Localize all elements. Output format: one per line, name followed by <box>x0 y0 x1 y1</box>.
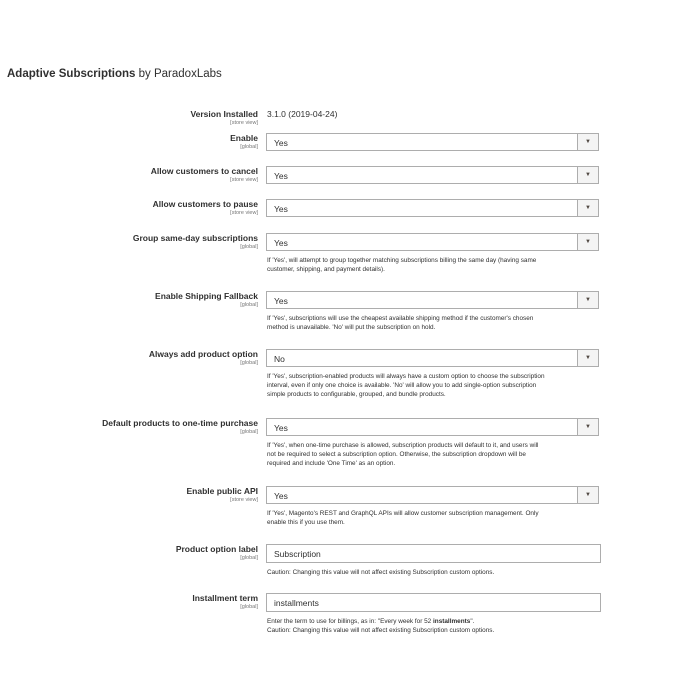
label-text: Always add product option <box>148 349 258 359</box>
field-label <box>187 486 258 504</box>
always-add-option-select[interactable] <box>266 349 599 367</box>
label-text: Group same-day subscriptions <box>132 233 258 243</box>
note-line: customer, shipping, and payment details). <box>267 266 385 273</box>
field-label <box>102 418 258 436</box>
enable-select[interactable] <box>266 133 599 151</box>
select-value: Yes <box>274 296 288 306</box>
select-value: Yes <box>274 491 288 501</box>
product-option-label-input[interactable] <box>266 544 601 563</box>
note-line: enable this if you use them. <box>267 519 345 526</box>
public-api-select[interactable] <box>266 486 599 504</box>
chevron-down-icon[interactable]: ▼ <box>577 234 598 250</box>
note-line: not be required to select a subscription option. Otherwise, the subscription dropdown will be <box>267 451 526 458</box>
input-value: Subscription <box>274 549 321 559</box>
note-line: If 'Yes', Magento's REST and GraphQL APIs will allow customer subscription management. Only <box>267 510 539 517</box>
chevron-down-icon[interactable]: ▼ <box>577 350 598 366</box>
label-text: Product option label <box>175 544 258 554</box>
select-value: Yes <box>274 238 288 248</box>
note-bold: installments <box>433 618 471 625</box>
note-line: Caution: Changing this value will not affect existing Subscription custom options. <box>267 627 495 634</box>
chevron-down-icon[interactable]: ▼ <box>577 419 598 435</box>
field-label <box>133 233 258 251</box>
input-value: installments <box>274 598 319 608</box>
allow-pause-select[interactable] <box>266 199 599 217</box>
scope-text: [global] <box>240 244 258 250</box>
section-title-by: by ParadoxLabs <box>138 68 222 80</box>
field-label <box>176 544 258 562</box>
note-line: simple products to configurable, grouped, and bundle products. <box>267 391 446 398</box>
field-label <box>149 349 258 367</box>
note-prefix: Enter the term to use for billings, as in: "Every week for 52 <box>267 618 434 625</box>
note-line: required and include 'One Time' as an option. <box>267 460 396 467</box>
field-note <box>267 441 607 468</box>
label-text: Default products to one-time purchase <box>102 418 258 428</box>
note-line: If 'Yes', subscriptions will use the cheapest available shipping method if the customer's chosen <box>267 315 534 322</box>
field-note <box>267 314 607 332</box>
chevron-down-icon[interactable]: ▼ <box>577 292 598 308</box>
field-note <box>267 256 607 274</box>
note-line <box>267 617 607 626</box>
scope-text: [global] <box>240 360 258 366</box>
allow-cancel-select[interactable] <box>266 166 599 184</box>
note-suffix: ". <box>470 618 475 625</box>
chevron-down-icon[interactable]: ▼ <box>577 134 598 150</box>
label-text: Allow customers to pause <box>152 199 258 209</box>
group-same-day-select[interactable] <box>266 233 599 251</box>
label-text: Enable public API <box>186 486 258 496</box>
select-value: No <box>274 354 285 364</box>
scope-text: [store view] <box>230 120 258 126</box>
select-value: Yes <box>274 171 288 181</box>
field-label <box>192 593 258 611</box>
field-label <box>155 291 258 309</box>
section-title-name: Adaptive Subscriptions <box>7 68 136 80</box>
version-value: 3.1.0 (2019-04-24) <box>267 109 338 119</box>
installment-term-input[interactable] <box>266 593 601 612</box>
label-text: Installment term <box>192 593 258 603</box>
select-value: Yes <box>274 204 288 214</box>
note-line: interval, even if only one choice is available. 'No' will allow you to add single-option subscription <box>267 382 537 389</box>
field-label <box>151 166 258 184</box>
section-title <box>7 68 222 80</box>
shipping-fallback-select[interactable] <box>266 291 599 309</box>
note-line: If 'Yes', when one-time purchase is allowed, subscription products will default to it, and users will <box>267 442 539 449</box>
label-text: Allow customers to cancel <box>150 166 258 176</box>
note-line: If 'Yes', subscription-enabled products will always have a custom option to choose the subscription <box>267 373 545 380</box>
field-note <box>267 509 607 527</box>
scope-text: [store view] <box>230 177 258 183</box>
scope-text: [global] <box>240 144 258 150</box>
note-line: If 'Yes', will attempt to group together matching subscriptions billing the same day (having same <box>267 257 537 264</box>
scope-text: [store view] <box>230 497 258 503</box>
field-label <box>230 133 258 151</box>
default-one-time-select[interactable] <box>266 418 599 436</box>
field-note <box>267 617 607 635</box>
scope-text: [store view] <box>230 210 258 216</box>
label-text: Enable Shipping Fallback <box>155 291 258 301</box>
chevron-down-icon[interactable]: ▼ <box>577 200 598 216</box>
note-line: method is unavailable. 'No' will put the subscription on hold. <box>267 324 436 331</box>
chevron-down-icon[interactable]: ▼ <box>577 167 598 183</box>
field-label <box>153 199 258 217</box>
label-text: Enable <box>230 133 258 143</box>
select-value: Yes <box>274 423 288 433</box>
field-note <box>267 568 607 577</box>
field-label <box>190 109 258 127</box>
scope-text: [global] <box>240 555 258 561</box>
field-note <box>267 372 607 399</box>
select-value: Yes <box>274 138 288 148</box>
note-line: Caution: Changing this value will not affect existing Subscription custom options. <box>267 569 495 576</box>
scope-text: [global] <box>240 429 258 435</box>
label-text: Version Installed <box>190 109 258 119</box>
scope-text: [global] <box>240 604 258 610</box>
scope-text: [global] <box>240 302 258 308</box>
chevron-down-icon[interactable]: ▼ <box>577 487 598 503</box>
